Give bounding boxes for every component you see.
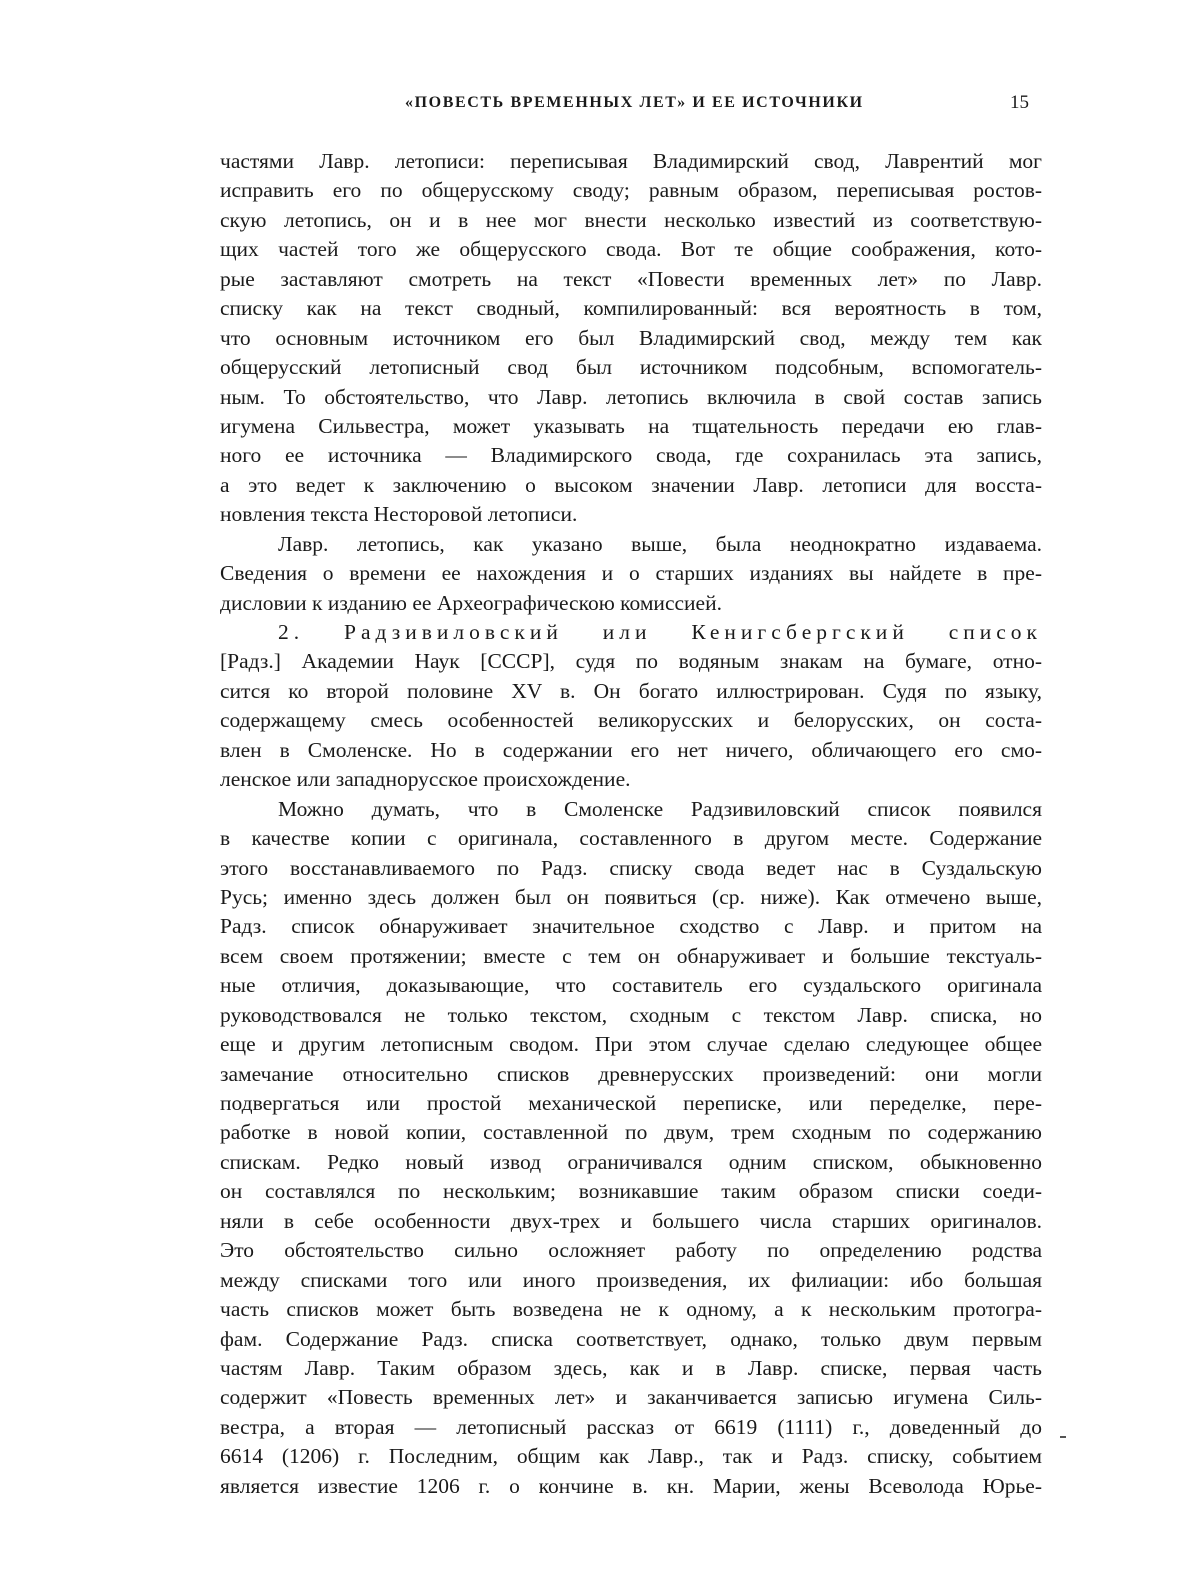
text-line: списку как на текст сводный, компилированный: вся вероятность в том, bbox=[220, 296, 1042, 321]
running-title: «ПОВЕСТЬ ВРЕМЕННЫХ ЛЕТ» И ЕЕ ИСТОЧНИКИ bbox=[405, 94, 864, 111]
text-line: игумена Сильвестра, может указывать на тщательность передачи ею глав- bbox=[220, 413, 1042, 438]
text-line: влен в Смоленске. Но в содержании его нет ничего, обличающего его смо- bbox=[220, 737, 1042, 762]
text-line: рые заставляют смотреть на текст «Повести временных лет» по Лавр. bbox=[220, 266, 1042, 291]
page-number: 15 bbox=[1010, 92, 1029, 113]
text-line: Лавр. летопись, как указано выше, была неоднократно издаваема. bbox=[278, 531, 1042, 556]
text-line: в качестве копии с оригинала, составленного в другом месте. Содержание bbox=[220, 826, 1042, 851]
text-line: сится ко второй половине XV в. Он богато иллюстрирован. Судя по языку, bbox=[220, 678, 1042, 703]
text-line: няли в себе особенности двух-трех и большего числа старших оригиналов. bbox=[220, 1208, 1042, 1233]
scan-speck bbox=[1060, 1436, 1066, 1438]
text-line: частям Лавр. Таким образом здесь, как и в Лавр. списке, первая часть bbox=[220, 1355, 1042, 1380]
text-line: всем своем протяжении; вместе с тем он обнаруживает и большие текстуаль- bbox=[220, 943, 1042, 968]
text-line: является известие 1206 г. о кончине в. кн. Марии, жены Всеволода Юрье- bbox=[220, 1473, 1042, 1498]
text-line: фам. Содержание Радз. списка соответствует, однако, только двум первым bbox=[220, 1326, 1042, 1351]
text-line: Сведения о времени ее нахождения и о старших изданиях вы найдете в пре- bbox=[220, 561, 1042, 586]
text-line: ные отличия, доказывающие, что составитель его суздальского оригинала bbox=[220, 973, 1042, 998]
text-line: частями Лавр. летописи: переписывая Владимирский свод, Лаврентий мог bbox=[220, 149, 1042, 173]
text-line: вестра, а вторая — летописный рассказ от 6619 (1111) г., доведенный до bbox=[220, 1414, 1042, 1439]
text-line: он составлялся по нескольким; возникавшие таким образом списки соеди- bbox=[220, 1179, 1042, 1204]
text-line: часть списков может быть возведена не к одному, а к нескольким протогра- bbox=[220, 1297, 1042, 1322]
text-line: ным. То обстоятельство, что Лавр. летопись включила в свой состав запись bbox=[220, 384, 1042, 409]
text-line: [Радз.] Академии Наук [СССР], судя по водяным знакам на бумаге, отно- bbox=[220, 649, 1042, 674]
text-line: 2. Радзивиловский или Кенигсбергский список bbox=[278, 620, 1042, 644]
text-line: 6614 (1206) г. Последним, общим как Лавр., так и Радз. списку, событием bbox=[220, 1444, 1042, 1469]
text-line: содержащему смесь особенностей великорусских и белорусских, он соста- bbox=[220, 708, 1042, 733]
text-line: этого восстанавливаемого по Радз. списку свода ведет нас в Суздальскую bbox=[220, 855, 1042, 880]
text-line: общерусский летописный свод был источником подсобным, вспомогатель- bbox=[220, 355, 1042, 380]
text-line: скую летопись, он и в нее мог внести несколько известий из соответствую- bbox=[220, 207, 1042, 232]
text-line: подвергаться или простой механической переписке, или переделке, пере- bbox=[220, 1091, 1042, 1115]
text-line: между списками того или иного произведения, их филиации: ибо большая bbox=[220, 1267, 1042, 1292]
text-line: исправить его по общерусскому своду; равным образом, переписывая ростов- bbox=[220, 178, 1042, 203]
text-line: ного ее источника — Владимирского свода, где сохранилась эта запись, bbox=[220, 443, 1042, 468]
text-line: щих частей того же общерусского свода. Вот те общие соображения, кото- bbox=[220, 237, 1042, 262]
text-line: дисловии к изданию ее Археографическою комиссией. bbox=[220, 590, 722, 615]
text-line: еще и другим летописным сводом. При этом случае сделаю следующее общее bbox=[220, 1032, 1042, 1057]
text-line: Это обстоятельство сильно осложняет работу по определению родства bbox=[220, 1238, 1042, 1263]
text-line: руководствовался не только текстом, сходным с текстом Лавр. списка, но bbox=[220, 1002, 1042, 1027]
text-line: что основным источником его был Владимирский свод, между тем как bbox=[220, 325, 1042, 350]
text-line: Можно думать, что в Смоленске Радзивиловский список появился bbox=[278, 796, 1042, 821]
text-line: спискам. Редко новый извод ограничивался одним списком, обыкновенно bbox=[220, 1149, 1042, 1174]
body-text bbox=[220, 147, 1042, 1501]
text-line: работке в новой копии, составленной по двум, трем сходным по содержанию bbox=[220, 1120, 1042, 1145]
text-line: ленское или западнорусское происхождение. bbox=[220, 767, 631, 792]
text-line: содержит «Повесть временных лет» и заканчивается записью игумена Силь- bbox=[220, 1385, 1042, 1410]
text-line: а это ведет к заключению о высоком значении Лавр. летописи для восста- bbox=[220, 472, 1042, 497]
text-line: замечание относительно списков древнерусских произведений: они могли bbox=[220, 1061, 1042, 1086]
text-line: Радз. список обнаруживает значительное сходство с Лавр. и притом на bbox=[220, 914, 1042, 939]
text-line: новления текста Несторовой летописи. bbox=[220, 502, 578, 527]
text-line: Русь; именно здесь должен был он появиться (ср. ниже). Как отмечено выше, bbox=[220, 884, 1042, 909]
